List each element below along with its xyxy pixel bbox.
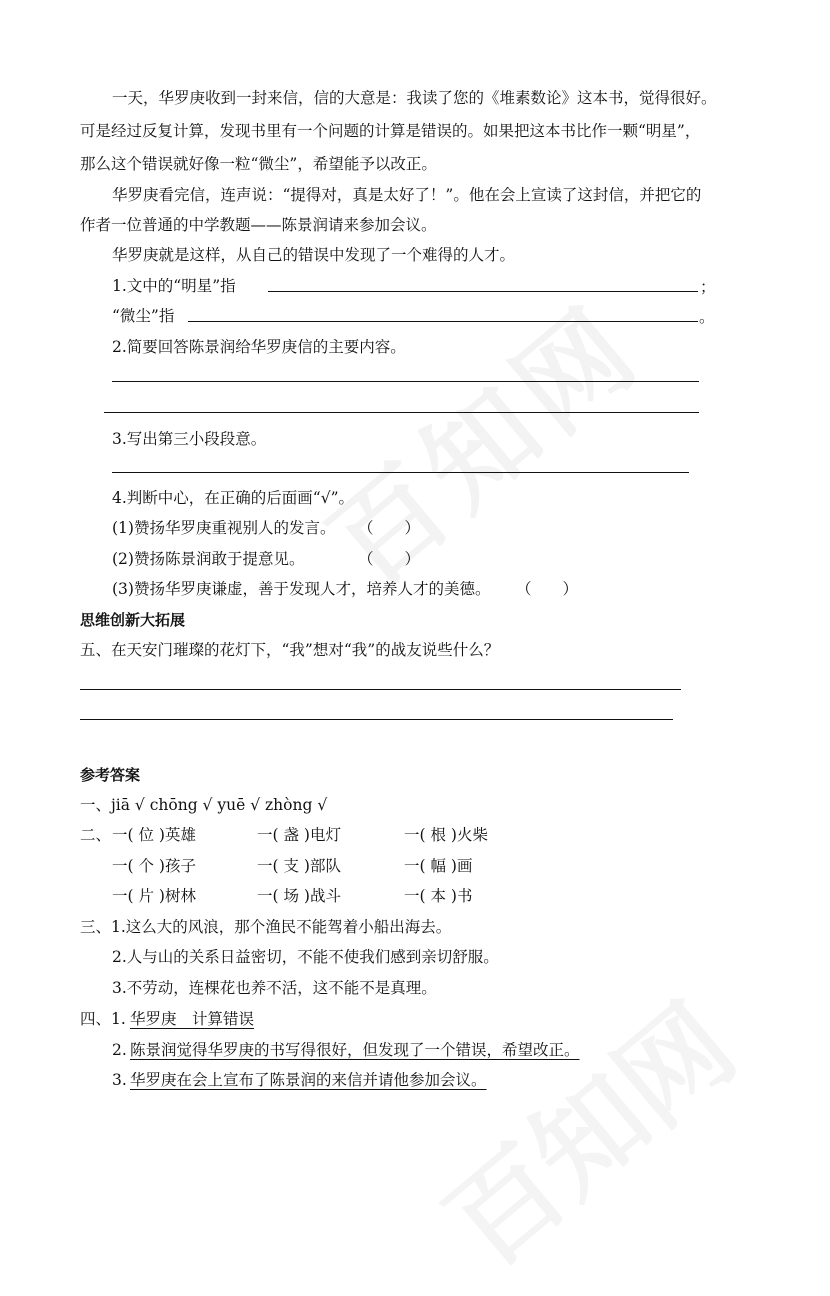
watermark (408, 962, 762, 1295)
measure-word: 一( 个 )孩子 (112, 857, 196, 875)
answer-line[interactable] (112, 381, 699, 382)
answer-line[interactable] (80, 719, 673, 720)
measure-word: 一( 场 )战斗 (257, 887, 341, 905)
answer-line[interactable] (268, 291, 698, 292)
passage-line: 可是经过反复计算，发现书里有一个问题的计算是错误的。如果把这本书比作一颗“明星”， (80, 122, 701, 140)
answer-two-label: 二、 (80, 826, 112, 844)
answer-one: 一、jiā √ chōng √ yuē √ zhòng √ (80, 796, 328, 814)
section-heading: 思维创新大拓展 (80, 611, 186, 629)
option-3: (3)赞扬华罗庚谦虚，善于发现人才，培养人才的美德。 (112, 580, 491, 598)
answer-three-3: 3.不劳动，连棵花也养不活，这不能不是真理。 (112, 979, 437, 997)
answer-line[interactable] (188, 321, 698, 322)
answer-paren[interactable]: （ ） (516, 580, 579, 598)
measure-word: 一( 支 )部队 (257, 857, 341, 875)
option-2: (2)赞扬陈景润敢于提意见。 (112, 550, 305, 568)
answer-four-3-num: 3. (112, 1071, 127, 1089)
answer-four-2-num: 2. (112, 1041, 127, 1059)
measure-word: 一( 盏 )电灯 (257, 826, 341, 844)
answer-three-2: 2.人与山的关系日益密切，不能不使我们感到亲切舒服。 (112, 948, 499, 966)
answer-three-1: 三、1.这么大的风浪，那个渔民不能驾着小船出海去。 (80, 918, 452, 936)
measure-word: 一( 幅 )画 (404, 857, 473, 875)
answers-heading: 参考答案 (80, 766, 141, 784)
answer-line[interactable] (80, 689, 681, 690)
question-5: 五、在天安门璀璨的花灯下，“我”想对“我”的战友说些什么？ (80, 641, 500, 659)
passage-line: 那么这个错误就好像一粒“微尘”，希望能予以改正。 (80, 155, 437, 173)
passage-line: 作者一位普通的中学教题——陈景润请来参加会议。 (80, 216, 437, 234)
passage-line: 一天，华罗庚收到一封来信，信的大意是：我读了您的《堆素数论》这本书，觉得很好。 (112, 89, 717, 107)
answer-four-3: 华罗庚在会上宣布了陈景润的来信并请他参加会议。 (130, 1071, 487, 1089)
passage-line: 华罗庚就是这样，从自己的错误中发现了一个难得的人才。 (112, 246, 516, 264)
option-1: (1)赞扬华罗庚重视别人的发言。 (112, 519, 336, 537)
answer-line[interactable] (112, 472, 689, 473)
answer-paren[interactable]: （ ） (358, 550, 421, 568)
question-1a: 1.文中的“明星”指 (112, 277, 236, 295)
measure-word: 一( 片 )树林 (112, 887, 196, 905)
answer-paren[interactable]: （ ） (358, 519, 421, 537)
watermark (291, 263, 668, 615)
passage-line: 华罗庚看完信，连声说：“提得对，真是太好了！”。他在会上宣读了这封信，并把它的 (112, 186, 702, 204)
question-4: 4.判断中心，在正确的后面画“√”。 (112, 489, 355, 507)
measure-word: 一( 位 )英雄 (112, 826, 196, 844)
answer-line[interactable] (104, 412, 699, 413)
answer-four-label: 四、1. (80, 1010, 126, 1028)
punctuation: ； (700, 278, 716, 296)
question-2: 2.简要回答陈景润给华罗庚信的主要内容。 (112, 338, 406, 356)
answer-four-1: 华罗庚 计算错误 (130, 1010, 255, 1028)
answer-four-2: 陈景润觉得华罗庚的书写得很好，但发现了一个错误，希望改正。 (130, 1041, 580, 1059)
measure-word: 一( 根 )火柴 (404, 826, 488, 844)
question-1b: “微尘”指 (112, 307, 175, 325)
question-3: 3.写出第三小段段意。 (112, 430, 267, 448)
measure-word: 一( 本 )书 (404, 887, 473, 905)
punctuation: 。 (699, 308, 715, 326)
